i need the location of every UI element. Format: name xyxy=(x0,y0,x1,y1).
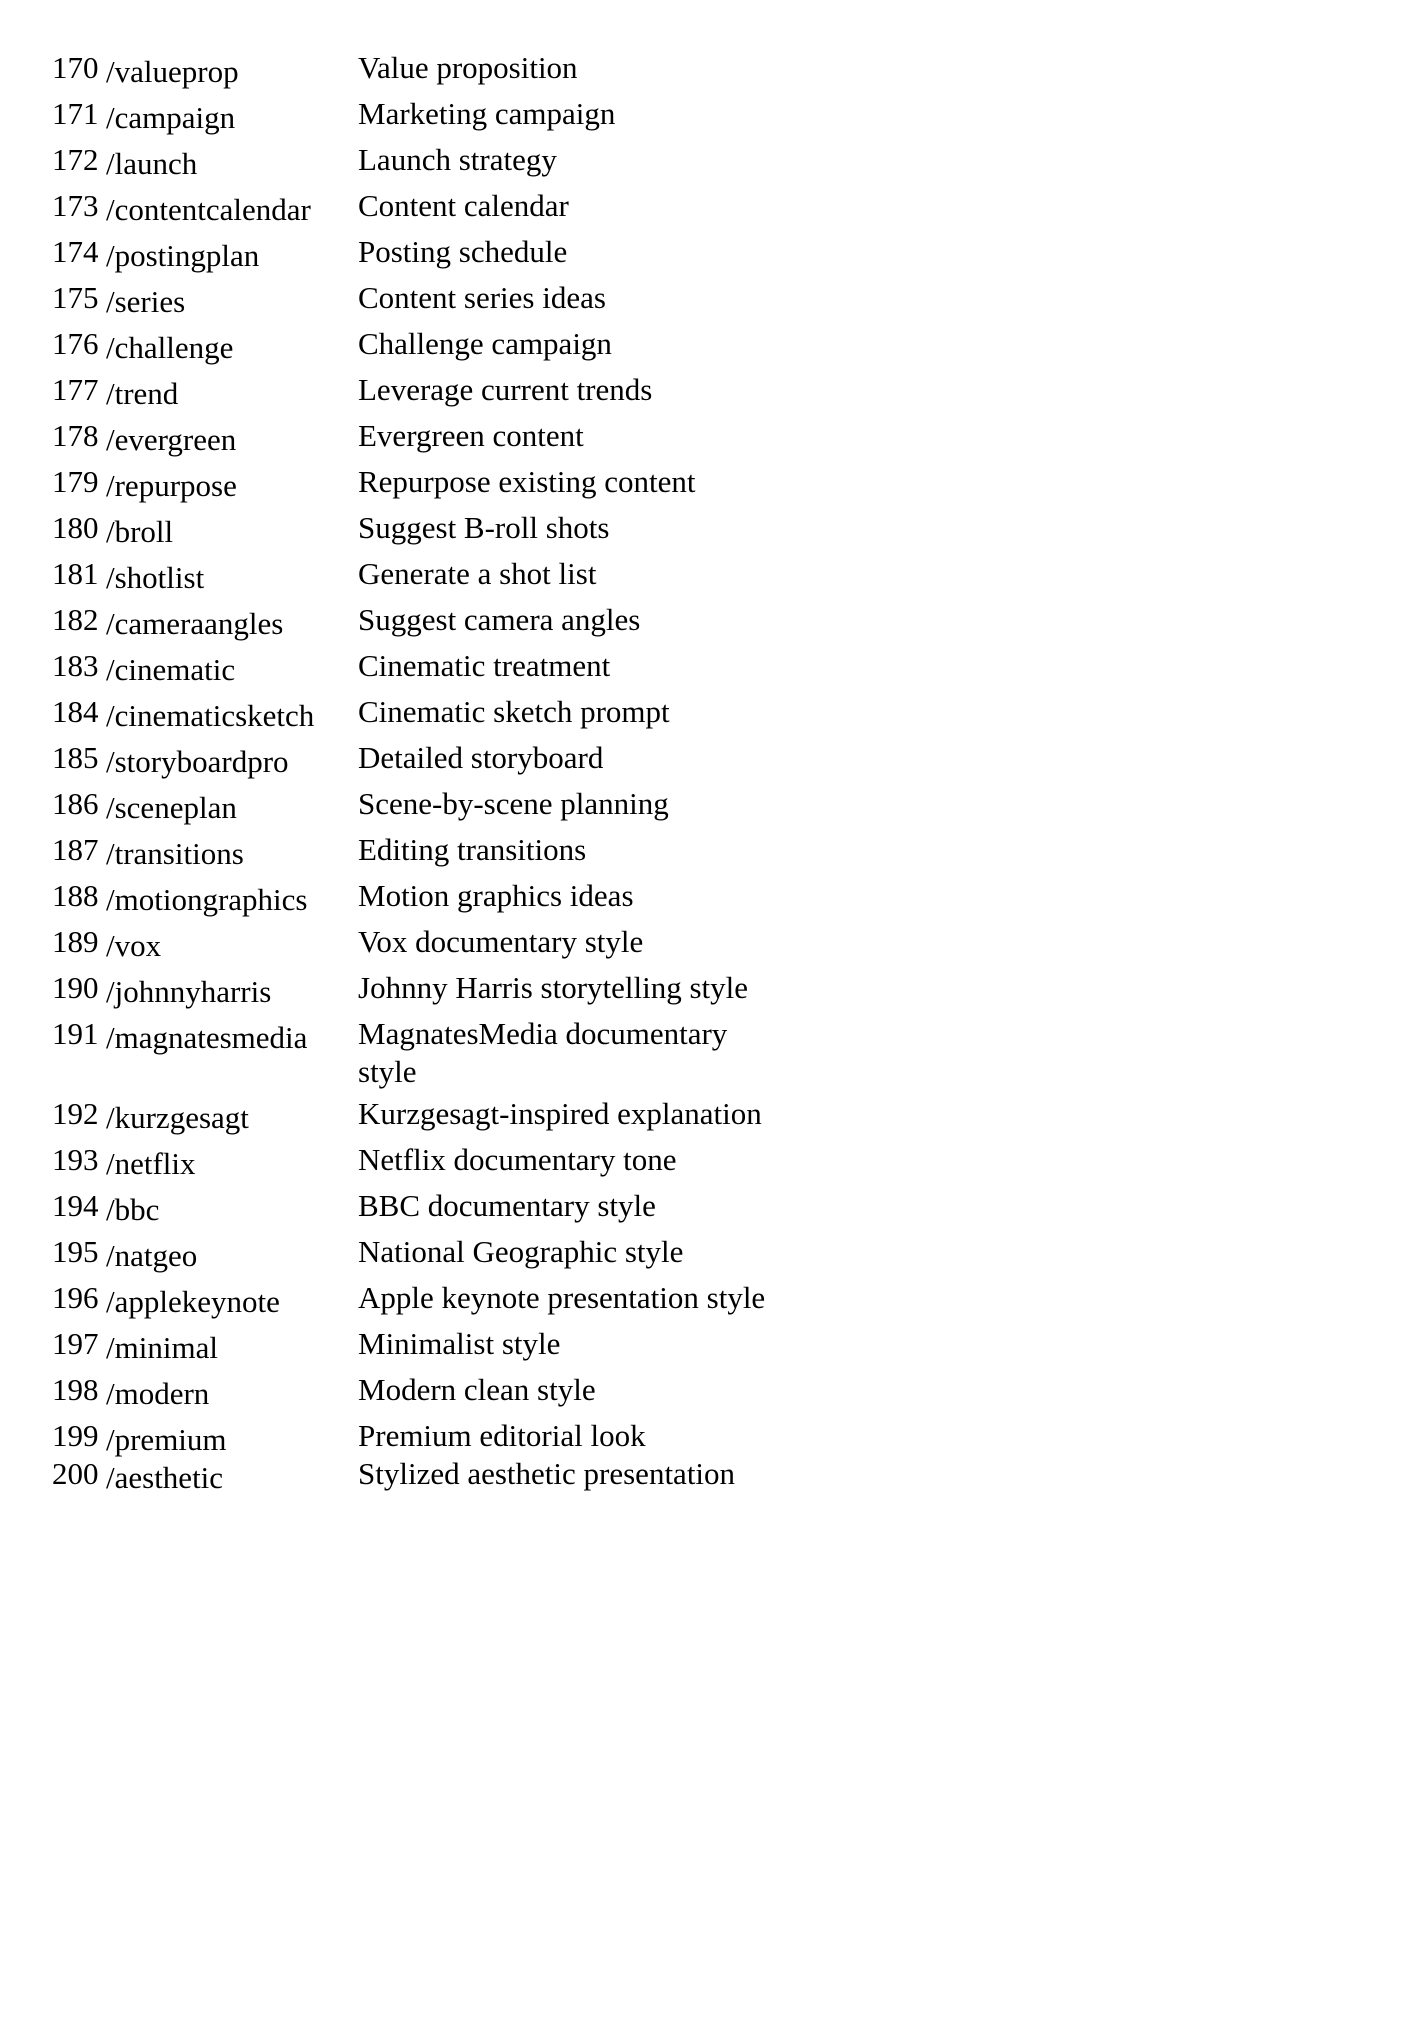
command-name: /kurzgesagt xyxy=(106,1100,249,1135)
command-description: Scene-by-scene planning xyxy=(358,786,669,821)
row-number: 173 xyxy=(52,188,99,223)
command-name: /challenge xyxy=(106,330,234,365)
command-description: Content calendar xyxy=(358,188,569,223)
command-name: /applekeynote xyxy=(106,1284,280,1319)
command-name: /modern xyxy=(106,1376,210,1411)
table-row xyxy=(52,1016,812,1091)
command-description: National Geographic style xyxy=(358,1234,684,1269)
command-description: Stylized aesthetic presentation xyxy=(358,1456,736,1491)
command-name: /sceneplan xyxy=(106,790,237,825)
table-row xyxy=(52,418,812,459)
command-name: /johnnyharris xyxy=(106,974,272,1009)
command-name: /minimal xyxy=(106,1330,218,1365)
table-row xyxy=(52,970,812,1011)
command-description: Generate a shot list xyxy=(358,556,597,591)
command-description: Value proposition xyxy=(358,50,578,85)
table-row xyxy=(52,1234,812,1275)
row-number: 196 xyxy=(52,1280,99,1315)
row-number: 197 xyxy=(52,1326,99,1361)
command-description: Cinematic treatment xyxy=(358,648,611,683)
command-name: /transitions xyxy=(106,836,244,871)
command-name: /launch xyxy=(106,146,198,181)
command-name: /natgeo xyxy=(106,1238,198,1273)
table-row xyxy=(52,234,812,275)
command-description: Leverage current trends xyxy=(358,372,653,407)
command-description: Challenge campaign xyxy=(358,326,612,361)
table-row xyxy=(52,556,812,597)
table-row xyxy=(52,96,812,137)
command-name: /postingplan xyxy=(106,238,260,273)
command-name: /premium xyxy=(106,1422,227,1457)
row-number: 185 xyxy=(52,740,99,775)
row-number: 178 xyxy=(52,418,99,453)
row-number: 184 xyxy=(52,694,99,729)
row-number: 176 xyxy=(52,326,99,361)
command-name: /cinematicsketch xyxy=(106,698,315,733)
command-description: Kurzgesagt-inspired explanation xyxy=(358,1096,762,1131)
table-row xyxy=(52,326,812,367)
command-description: Minimalist style xyxy=(358,1326,561,1361)
command-description: Modern clean style xyxy=(358,1372,596,1407)
table-row xyxy=(52,50,812,91)
table-row xyxy=(52,1418,812,1459)
table-row xyxy=(52,1456,812,1497)
table-row xyxy=(52,878,812,919)
command-name: /bbc xyxy=(106,1192,160,1227)
command-name: /netflix xyxy=(106,1146,196,1181)
table-row xyxy=(52,786,812,827)
command-description: BBC documentary style xyxy=(358,1188,656,1223)
table-row xyxy=(52,280,812,321)
row-number: 171 xyxy=(52,96,99,131)
command-description: Johnny Harris storytelling style xyxy=(358,970,749,1005)
table-row xyxy=(52,1372,812,1413)
command-description: Motion graphics ideas xyxy=(358,878,634,913)
command-name: /aesthetic xyxy=(106,1460,224,1495)
command-description: Posting schedule xyxy=(358,234,568,269)
table-row xyxy=(52,1188,812,1229)
table-row xyxy=(52,1326,812,1367)
row-number: 188 xyxy=(52,878,99,913)
table-row xyxy=(52,372,812,413)
command-name: /cinematic xyxy=(106,652,236,687)
row-number: 180 xyxy=(52,510,99,545)
table-row xyxy=(52,694,812,735)
command-description: Repurpose existing content xyxy=(358,464,696,499)
table-row xyxy=(52,740,812,781)
command-name: /storyboardpro xyxy=(106,744,289,779)
command-name: /broll xyxy=(106,514,174,549)
table-row xyxy=(52,510,812,551)
row-number: 192 xyxy=(52,1096,99,1131)
row-number: 172 xyxy=(52,142,99,177)
row-number: 182 xyxy=(52,602,99,637)
command-description: Suggest camera angles xyxy=(358,602,641,637)
command-description: Vox documentary style xyxy=(358,924,644,959)
row-number: 198 xyxy=(52,1372,99,1407)
row-number: 179 xyxy=(52,464,99,499)
row-number: 175 xyxy=(52,280,99,315)
row-number: 190 xyxy=(52,970,99,1005)
command-name: /shotlist xyxy=(106,560,205,595)
command-description: Netflix documentary tone xyxy=(358,1142,677,1177)
table-row xyxy=(52,1142,812,1183)
command-name: /contentcalendar xyxy=(106,192,311,227)
row-number: 191 xyxy=(52,1016,99,1051)
row-number: 187 xyxy=(52,832,99,867)
command-description: Detailed storyboard xyxy=(358,740,604,775)
command-name: /series xyxy=(106,284,186,319)
table-row xyxy=(52,188,812,229)
command-description: Evergreen content xyxy=(358,418,584,453)
row-number: 174 xyxy=(52,234,99,269)
command-name: /evergreen xyxy=(106,422,237,457)
row-number: 200 xyxy=(52,1456,99,1491)
command-description: Cinematic sketch prompt xyxy=(358,694,670,729)
command-name: /motiongraphics xyxy=(106,882,308,917)
row-number: 193 xyxy=(52,1142,99,1177)
row-number: 181 xyxy=(52,556,99,591)
command-description: Marketing campaign xyxy=(358,96,616,131)
command-name: /repurpose xyxy=(106,468,237,503)
command-table xyxy=(52,50,812,1505)
row-number: 189 xyxy=(52,924,99,959)
command-name: /cameraangles xyxy=(106,606,284,641)
row-number: 183 xyxy=(52,648,99,683)
table-row xyxy=(52,832,812,873)
command-description: Editing transitions xyxy=(358,832,587,867)
command-description: Apple keynote presentation style xyxy=(358,1280,766,1315)
row-number: 195 xyxy=(52,1234,99,1269)
command-description: Launch strategy xyxy=(358,142,557,177)
command-name: /vox xyxy=(106,928,162,963)
table-row xyxy=(52,464,812,505)
command-name: /magnatesmedia xyxy=(106,1020,308,1055)
command-name: /valueprop xyxy=(106,54,239,89)
row-number: 199 xyxy=(52,1418,99,1453)
command-description: Premium editorial look xyxy=(358,1418,646,1453)
command-name: /trend xyxy=(106,376,179,411)
table-row xyxy=(52,1096,812,1137)
command-name: /campaign xyxy=(106,100,236,135)
command-description: Suggest B-roll shots xyxy=(358,510,610,545)
command-description: MagnatesMedia documentary style xyxy=(358,1016,728,1089)
table-row xyxy=(52,1280,812,1321)
row-number: 194 xyxy=(52,1188,99,1223)
command-description: Content series ideas xyxy=(358,280,606,315)
row-number: 177 xyxy=(52,372,99,407)
table-row xyxy=(52,648,812,689)
row-number: 186 xyxy=(52,786,99,821)
row-number: 170 xyxy=(52,50,99,85)
table-row xyxy=(52,924,812,965)
table-row xyxy=(52,602,812,643)
table-row xyxy=(52,142,812,183)
